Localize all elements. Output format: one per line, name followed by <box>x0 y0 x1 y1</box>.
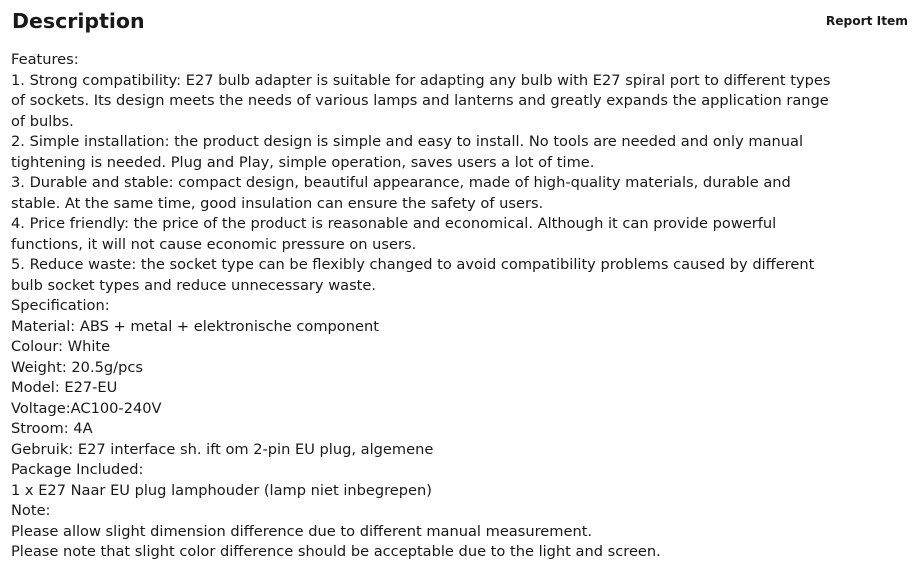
description-line: functions, it will not cause economic pressure on users. <box>11 235 417 253</box>
description-line: 1 x E27 Naar EU plug lamphouder (lamp niet inbegrepen) <box>11 481 432 499</box>
description-line: Please note that slight color difference should be acceptable due to the light and screen. <box>11 543 661 560</box>
description-line: of sockets. Its design meets the needs of various lamps and lanterns and greatly expands the application range <box>11 92 829 109</box>
description-line: tightening is needed. Plug and Play, simple operation, saves users a lot of time. <box>11 153 595 171</box>
description-line: 5. Reduce waste: the socket type can be flexibly changed to avoid compatibility problems caused by different <box>11 256 815 273</box>
description-line: Note: <box>11 502 51 519</box>
description-line: Package Included: <box>11 461 144 478</box>
description-line: bulb socket types and reduce unnecessary waste. <box>11 276 377 294</box>
description-line: Voltage:AC100-240V <box>11 399 162 417</box>
description-header <box>12 6 908 36</box>
description-line: Gebruik: E27 interface sh. ift om 2-pin EU plug, algemene <box>11 440 434 458</box>
description-line: Material: ABS + metal + elektronische component <box>11 317 379 335</box>
description-line: Weight: 20.5g/pcs <box>11 358 143 376</box>
description-line: 4. Price friendly: the price of the product is reasonable and economical. Although it can provide powerful <box>11 215 777 232</box>
description-line: Please allow slight dimension difference due to different manual measurement. <box>11 522 593 540</box>
description-line: 1. Strong compatibility: E27 bulb adapter is suitable for adapting any bulb with E27 spiral port to different types <box>11 71 831 89</box>
description-body <box>11 50 916 563</box>
section-title: Description <box>12 9 145 33</box>
description-line: 2. Simple installation: the product design is simple and easy to install. No tools are needed and only manual <box>11 133 804 150</box>
description-line: 3. Durable and stable: compact design, beautiful appearance, made of high-quality materials, durable and <box>11 174 791 191</box>
description-line: of bulbs. <box>11 112 74 130</box>
description-line: Colour: White <box>11 338 111 355</box>
description-line: stable. At the same time, good insulation can ensure the safety of users. <box>11 194 544 212</box>
description-line: Stroom: 4A <box>11 420 93 437</box>
description-line: Features: <box>11 51 79 68</box>
report-item-link[interactable]: Report Item <box>825 14 908 28</box>
description-line: Specification: <box>11 297 110 314</box>
description-line: Model: E27-EU <box>11 379 118 396</box>
